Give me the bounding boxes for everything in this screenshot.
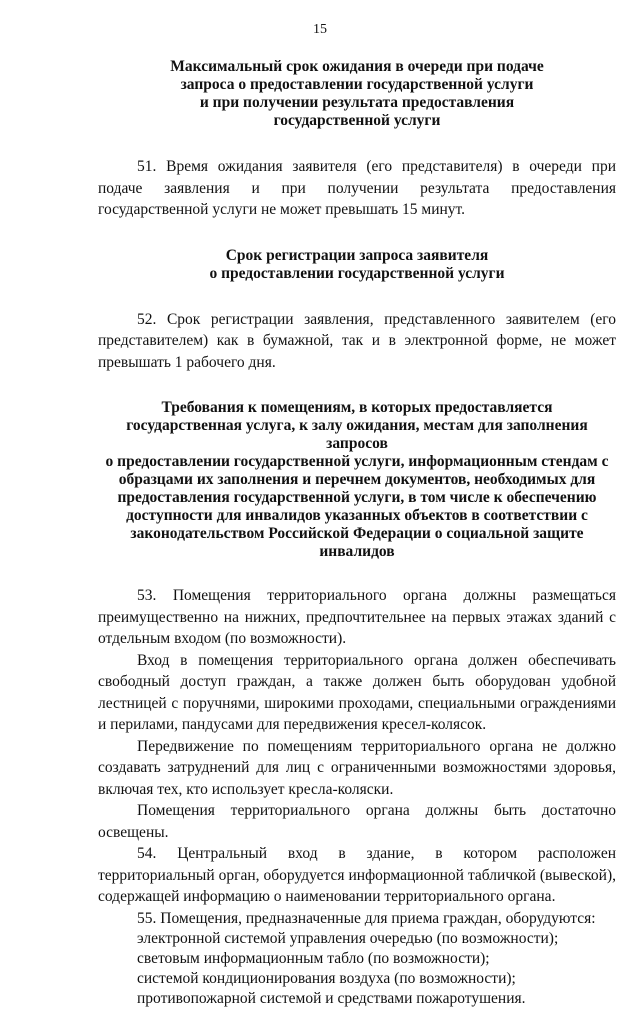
document-body bbox=[98, 58, 616, 1009]
heading-line: о предоставлении государственной услуги bbox=[209, 264, 505, 282]
list-item: электронной системой управления очередью (по возможности); bbox=[137, 930, 559, 947]
heading-line: и при получении результата предоставления bbox=[199, 94, 515, 111]
paragraph-54: 54. Центральный вход в здание, в котором расположен территориальный орган, оборудуется информационной табличкой (вывеской), содержащей информацию о наименовании территориального органа. bbox=[98, 845, 616, 905]
heading-line: государственной услуги bbox=[273, 112, 441, 129]
section-heading-queue-time bbox=[98, 58, 616, 130]
paragraph-51: 51. Время ожидания заявителя (его представителя) в очереди при подаче заявления и при получении результата предоставления государственной услуги не может превышать 15 минут. bbox=[98, 158, 616, 218]
heading-line: предоставления государственной услуги, в том числе к обеспечению bbox=[117, 489, 597, 506]
paragraph-53-movement: Передвижение по помещениям территориального органа не должно создавать затруднений для лиц с ограниченными возможностями здоровья, включая тех, кто использует кресла-коляски. bbox=[98, 737, 616, 798]
list-item: световым информационным табло (по возможности); bbox=[137, 950, 490, 967]
heading-line: запроса о предоставлении государственной услуги bbox=[180, 76, 534, 93]
paragraph-53: 53. Помещения территориального органа должны размещаться преимущественно на нижних, предпочтительнее на первых этажах зданий с отдельным входом (по возможности). bbox=[98, 587, 616, 647]
heading-line: законодательством Российской Федерации о социальной защите bbox=[130, 525, 584, 542]
heading-line: образцами их заполнения и перечнем документов, необходимых для bbox=[118, 471, 596, 488]
paragraph-53-entrance: Вход в помещения территориального органа должен обеспечивать свободный доступ граждан, а также должен быть оборудован удобной лестницей с поручнями, широкими проходами, специальными ограждениями и перилами, пандусами для передвижения кресел-колясок. bbox=[98, 651, 616, 733]
section-heading-premises bbox=[98, 399, 616, 561]
heading-line: инвалидов bbox=[319, 543, 395, 560]
heading-line: Требования к помещениям, в которых предоставляется bbox=[161, 399, 553, 416]
list-item: противопожарной системой и средствами пожаротушения. bbox=[137, 990, 526, 1007]
heading-line: Срок регистрации запроса заявителя bbox=[225, 246, 489, 264]
list-item: системой кондиционирования воздуха (по возможности); bbox=[137, 970, 516, 987]
heading-line: государственная услуга, к залу ожидания, местам для заполнения запросов bbox=[126, 417, 588, 452]
section-heading-registration bbox=[98, 247, 616, 283]
heading-line: о предоставлении государственной услуги, информационным стендам с bbox=[105, 453, 609, 470]
page-number: 15 bbox=[313, 22, 327, 37]
paragraph-55: 55. Помещения, предназначенные для приема граждан, оборудуются: bbox=[137, 909, 596, 927]
paragraph-52: 52. Срок регистрации заявления, представленного заявителем (его представителем) как в бумажной, так и в электронной форме, не может превышать 1 рабочего дня. bbox=[98, 310, 616, 371]
heading-line: Максимальный срок ожидания в очереди при подаче bbox=[170, 58, 544, 75]
paragraph-53-lighting: Помещения территориального органа должны быть достаточно освещены. bbox=[98, 802, 616, 841]
heading-line: доступности для инвалидов указанных объектов в соответствии с bbox=[126, 507, 588, 524]
